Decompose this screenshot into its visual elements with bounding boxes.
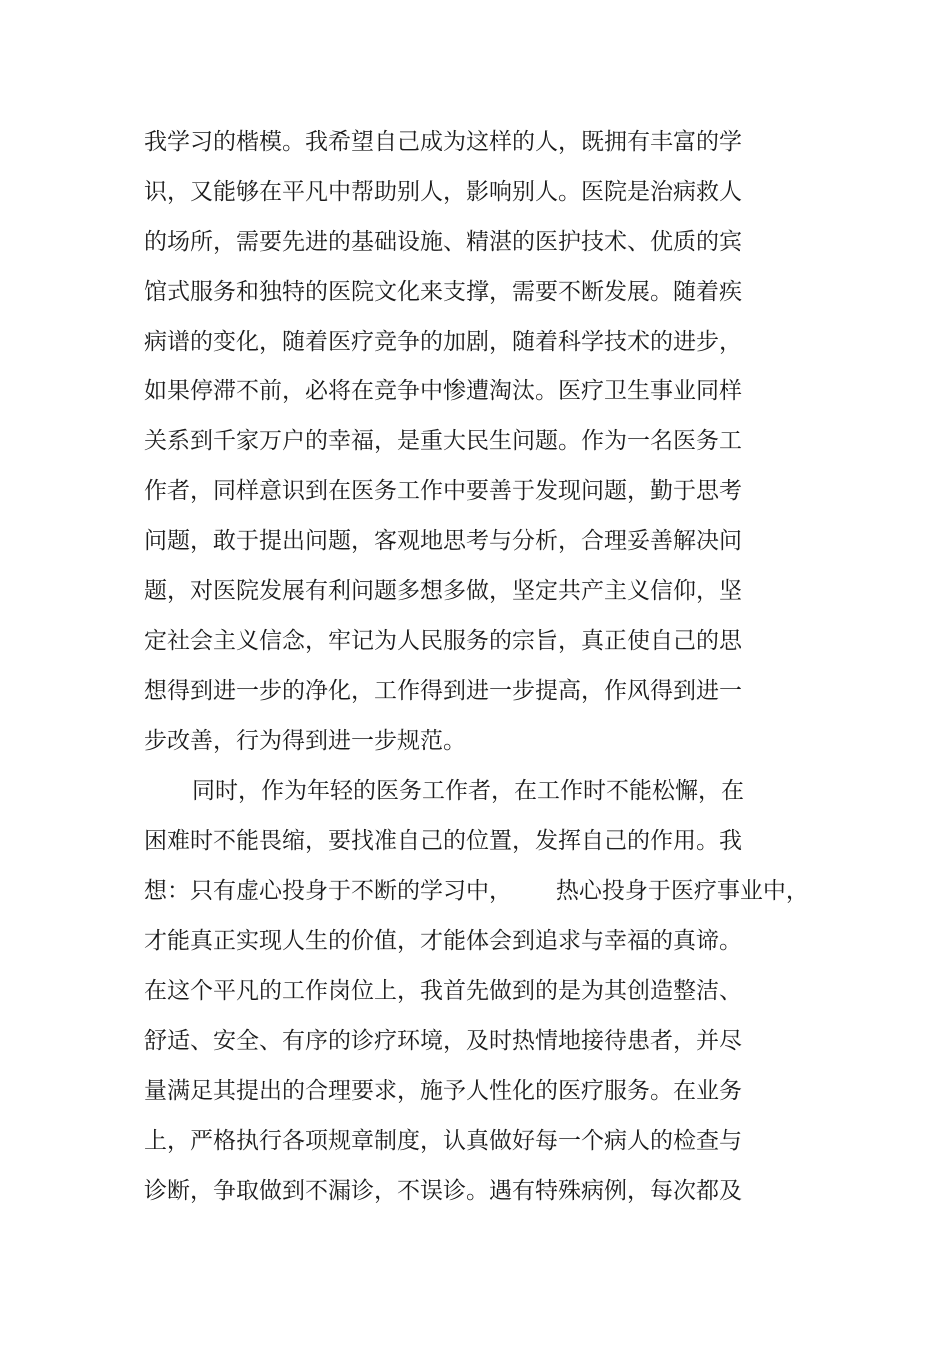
text-line: 题，对医院发展有利问题多想多做，坚定共产主义信仰，坚 — [144, 578, 742, 604]
text-line: 在这个平凡的工作岗位上，我首先做到的是为其创造整洁、 — [144, 978, 742, 1004]
text-line: 作者，同样意识到在医务工作中要善于发现问题，勤于思考 — [144, 478, 742, 504]
text-line: 步改善，行为得到进一步规范。 — [144, 728, 466, 754]
text-line: 才能真正实现人生的价值，才能体会到追求与幸福的真谛。 — [144, 928, 742, 954]
text-line: 舒适、安全、有序的诊疗环境，及时热情地接待患者，并尽 — [144, 1028, 742, 1054]
text-line: 我学习的楷模。我希望自己成为这样的人，既拥有丰富的学 — [144, 129, 742, 155]
text-line: 想得到进一步的净化，工作得到进一步提高，作风得到进一 — [144, 678, 742, 704]
text-line: 问题，敢于提出问题，客观地思考与分析，合理妥善解决问 — [144, 528, 742, 554]
text-line: 量满足其提出的合理要求，施予人性化的医疗服务。在业务 — [144, 1078, 742, 1104]
text-line: 想：只有虚心投身于不断的学习中， 热心投身于医疗事业中， — [144, 878, 809, 904]
paragraph-first-line: 同时，作为年轻的医务工作者，在工作时不能松懈，在 — [192, 778, 744, 804]
text-line: 如果停滞不前，必将在竞争中惨遭淘汰。医疗卫生事业同样 — [144, 378, 742, 404]
text-line: 病谱的变化，随着医疗竞争的加剧，随着科学技术的进步， — [144, 329, 742, 355]
text-line: 定社会主义信念，牢记为人民服务的宗旨，真正使自己的思 — [144, 628, 742, 654]
text-line: 的场所，需要先进的基础设施、精湛的医护技术、优质的宾 — [144, 229, 742, 255]
text-line: 诊断，争取做到不漏诊，不误诊。遇有特殊病例，每次都及 — [144, 1178, 742, 1204]
text-line: 馆式服务和独特的医院文化来支撑，需要不断发展。随着疾 — [144, 279, 742, 305]
text-line: 困难时不能畏缩，要找准自己的位置，发挥自己的作用。我 — [144, 828, 742, 854]
text-line: 识，又能够在平凡中帮助别人，影响别人。医院是治病救人 — [144, 179, 742, 205]
text-line: 关系到千家万户的幸福，是重大民生问题。作为一名医务工 — [144, 428, 742, 454]
text-line: 上，严格执行各项规章制度，认真做好每一个病人的检查与 — [144, 1128, 742, 1154]
